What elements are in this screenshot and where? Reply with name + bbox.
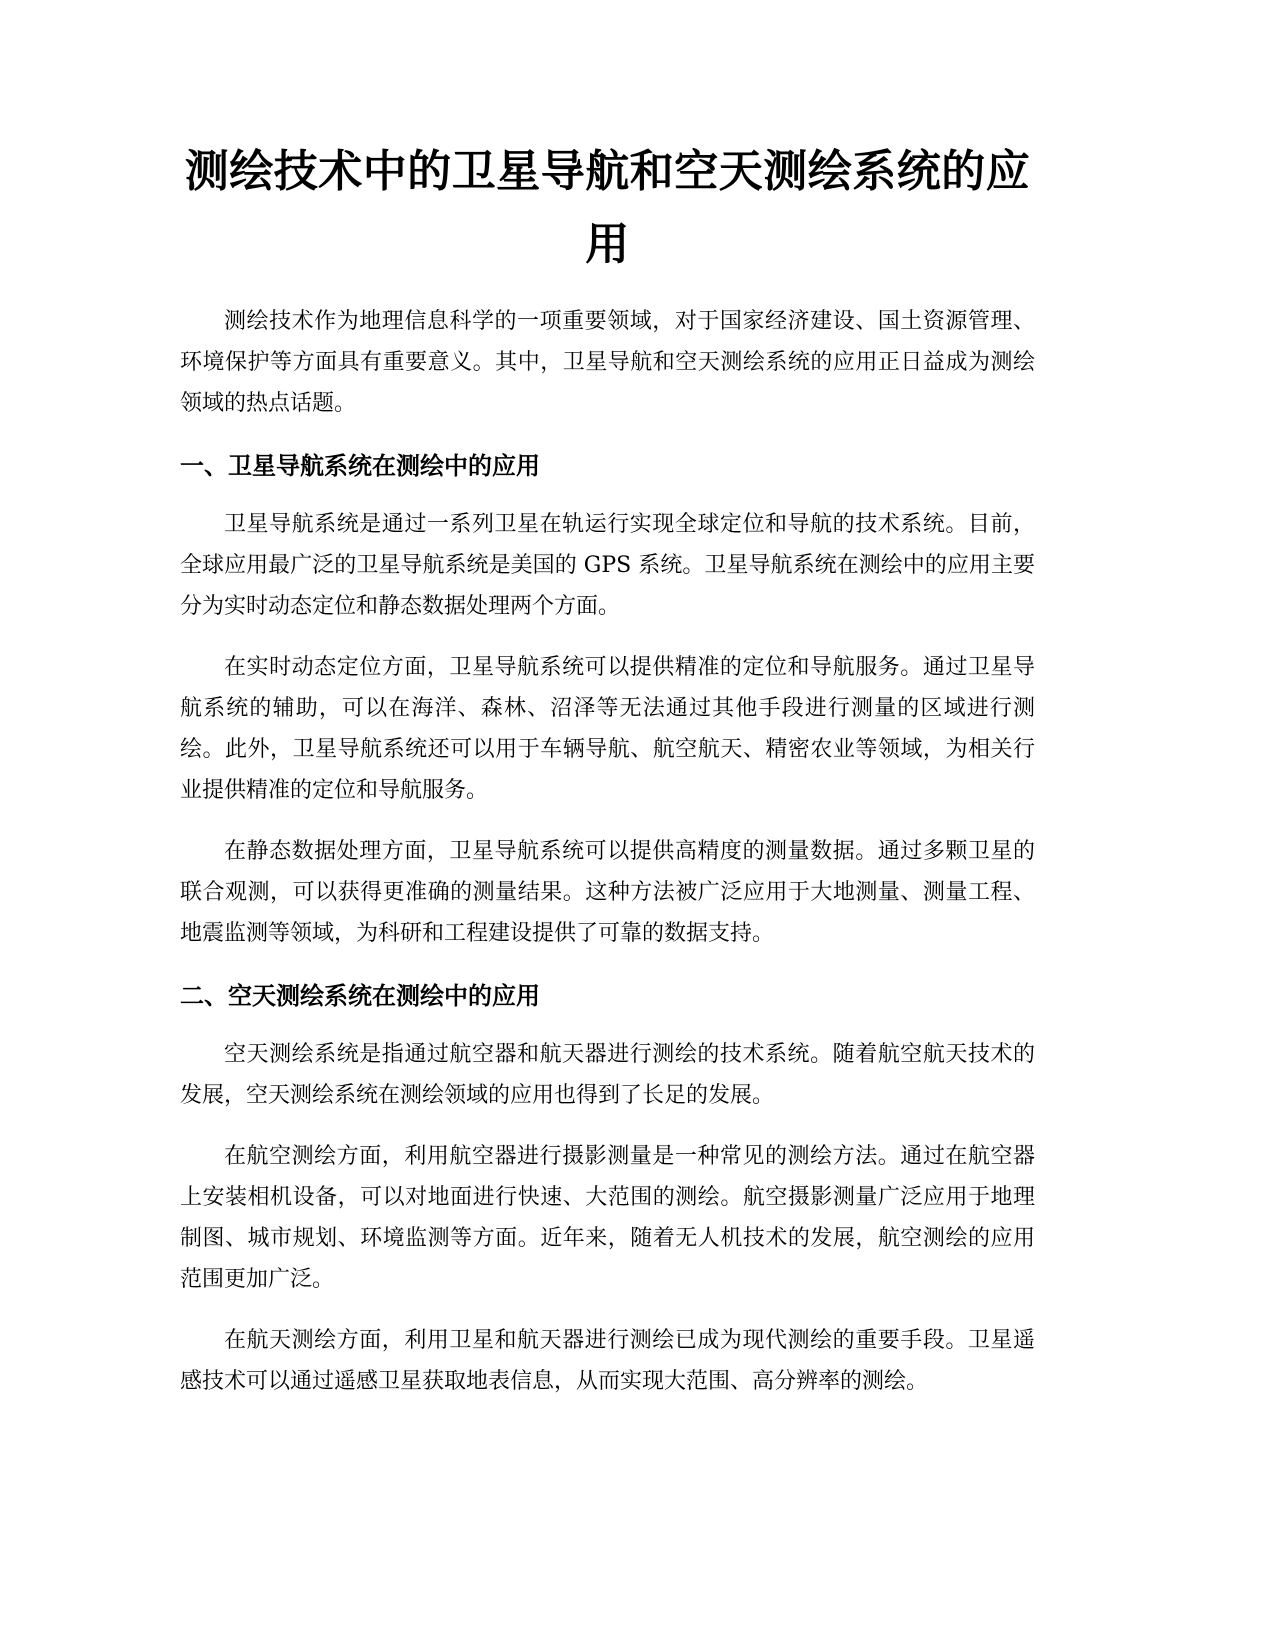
page-title: 测绘技术中的卫星导航和空天测绘系统的应用 (184, 146, 1031, 270)
section-heading-aerospace-surveying: 二、空天测绘系统在测绘中的应用 (180, 982, 540, 1010)
paragraph: 空天测绘系统是指通过航空器和航天器进行测绘的技术系统。随着航空航天技术的发展，空天测绘系统在测绘领域的应用也得到了长足的发展。 (180, 1042, 1035, 1108)
section-heading-satellite-navigation: 一、卫星导航系统在测绘中的应用 (180, 452, 540, 480)
document-body (180, 135, 1035, 1422)
paragraph: 在航天测绘方面，利用卫星和航天器进行测绘已成为现代测绘的重要手段。卫星遥感技术可以通过遥感卫星获取地表信息，从而实现大范围、高分辨率的测绘。 (180, 1328, 1035, 1394)
intro-paragraph: 测绘技术作为地理信息科学的一项重要领域，对于国家经济建设、国土资源管理、环境保护等方面具有重要意义。其中，卫星导航和空天测绘系统的应用正日益成为测绘领域的热点话题。 (180, 309, 1035, 416)
paragraph: 在静态数据处理方面，卫星导航系统可以提供高精度的测量数据。通过多颗卫星的联合观测，可以获得更准确的测量结果。这种方法被广泛应用于大地测量、测量工程、地震监测等领域，为科研和工程建设提供了可靠的数据支持。 (180, 839, 1035, 946)
paragraph: 在实时动态定位方面，卫星导航系统可以提供精准的定位和导航服务。通过卫星导航系统的辅助，可以在海洋、森林、沼泽等无法通过其他手段进行测量的区域进行测绘。此外，卫星导航系统还可以用于车辆导航、航空航天、精密农业等领域，为相关行业提供精准的定位和导航服务。 (180, 655, 1035, 803)
paragraph: 在航空测绘方面，利用航空器进行摄影测量是一种常见的测绘方法。通过在航空器上安装相机设备，可以对地面进行快速、大范围的测绘。航空摄影测量广泛应用于地理制图、城市规划、环境监测等方面。近年来，随着无人机技术的发展，航空测绘的应用范围更加广泛。 (180, 1144, 1035, 1292)
paragraph: 卫星导航系统是通过一系列卫星在轨运行实现全球定位和导航的技术系统。目前，全球应用最广泛的卫星导航系统是美国的 GPS 系统。卫星导航系统在测绘中的应用主要分为实时动态定位和静态数据处理两个方面。 (180, 512, 1035, 619)
